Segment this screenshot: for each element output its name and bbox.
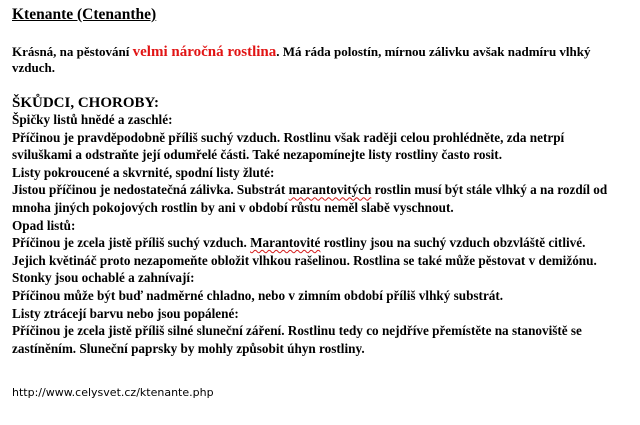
issues-list <box>12 111 620 357</box>
issue-cause <box>12 234 620 269</box>
intro-highlight: velmi náročná rostlina <box>132 44 277 60</box>
issue-cause-text: Příčinou může být buď nadměrné chladno, nebo v zimním období příliš vlhký substrát. <box>12 287 504 303</box>
intro-text-after: . Má ráda polostín, mírnou zálivku avšak nadmíru vlhký vzduch. <box>12 44 591 75</box>
issue-symptom: Stonky jsou ochablé a zahnívají: <box>12 270 195 286</box>
issue-cause-text: rostliny jsou na suchý vzduch obzvláště citlivé. Jejich květináč proto nezapomeňte obložit vlhkou rašelinou. Rostlina se také může pěstovat v demižónu. <box>12 235 597 268</box>
intro-paragraph <box>12 44 612 76</box>
document-title: Ktenante (Ctenanthe) <box>12 6 157 23</box>
issue-cause <box>12 322 620 357</box>
issue-symptom: Listy ztrácejí barvu nebo jsou popálené: <box>12 305 239 321</box>
issue-cause-text: Příčinou je zcela jistě příliš silné sluneční záření. Rostlinu tedy co nejdříve přemístěte na stanoviště se zastíněním. Sluneční paprsky by mohly způsobit úhyn rostliny. <box>12 323 582 356</box>
section-heading: ŠKŮDCI, CHOROBY: <box>12 95 159 111</box>
issue-cause-text: Příčinou je zcela jistě příliš suchý vzduch. <box>12 235 251 251</box>
issue-cause-text: rostlin musí být stále vlhký a na rozdíl od mnoha jiných pokojových rostlin by ani v období růstu neměl slabě vyschnout. <box>12 182 608 215</box>
issue-symptom: Špičky listů hnědé a zaschlé: <box>12 112 173 127</box>
issue-cause <box>12 129 620 164</box>
issue-cause-text: Jistou příčinou je nedostatečná zálivka. Substrát <box>12 182 289 198</box>
issue-cause <box>12 181 620 216</box>
issue-cause-text: Příčinou je pravděpodobně příliš suchý vzduch. Rostlinu však raději celou prohlédněte, zda netrpí sviluškami a odstraňte její odumřelé části. Také nezapomínejte listy rostliny často rosit. <box>12 129 565 163</box>
issue-symptom: Listy pokroucené a skvrnité, spodní listy žluté: <box>12 164 275 180</box>
issue-cause <box>12 287 620 305</box>
spellcheck-flagged-word: marantovitých <box>288 182 372 198</box>
issue-symptom: Opad listů: <box>12 217 76 233</box>
spellcheck-flagged-word: Marantovité <box>250 235 321 251</box>
intro-text-before: Krásná, na pěstování <box>12 44 133 59</box>
source-url: http://www.celysvet.cz/ktenante.php <box>12 386 214 399</box>
